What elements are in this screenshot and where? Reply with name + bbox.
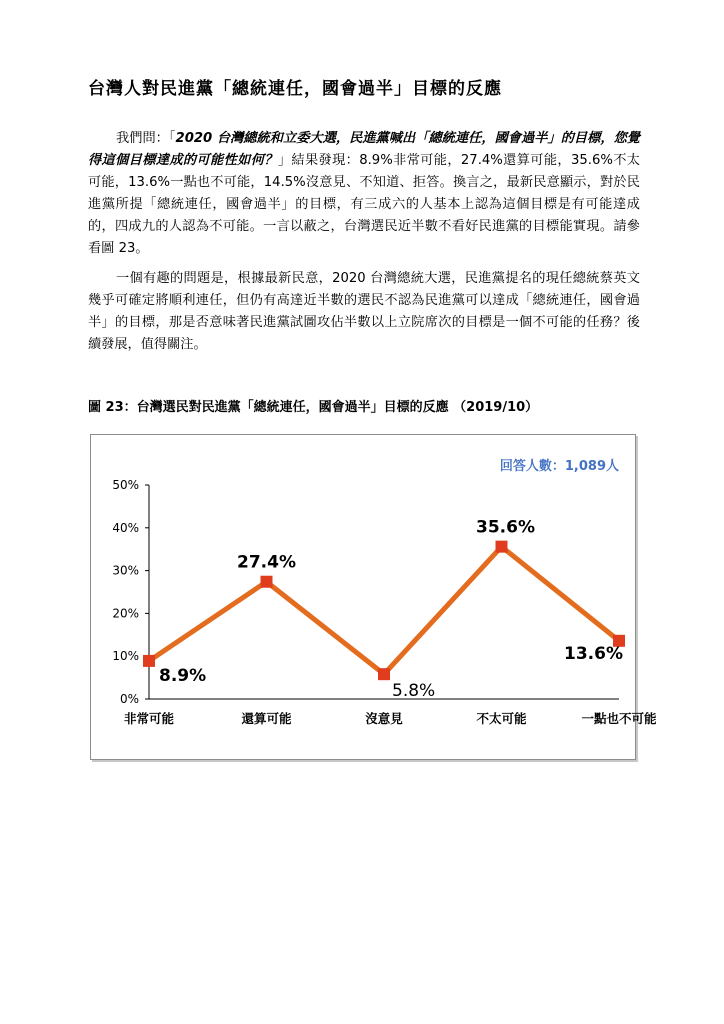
chart-container	[90, 434, 657, 760]
data-label: 27.4%	[237, 552, 296, 573]
y-tick-label: 30%	[112, 563, 139, 578]
line-chart	[91, 435, 657, 759]
x-tick-label: 還算可能	[241, 711, 292, 726]
y-tick-label: 50%	[112, 478, 139, 492]
data-point	[261, 576, 273, 588]
respondent-count: 回答人數：1,089人	[499, 459, 619, 474]
x-tick-label: 沒意見	[365, 711, 403, 726]
x-tick-label: 不太可能	[476, 711, 527, 726]
data-label: 35.6%	[476, 517, 535, 538]
paragraph-1-lead: 我們問：「	[116, 131, 176, 146]
data-label: 13.6%	[564, 643, 623, 664]
x-tick-label: 非常可能	[123, 711, 175, 726]
y-tick-label: 40%	[112, 520, 139, 535]
figure-caption: 圖 23：台灣選民對民進黨「總統連任，國會過半」目標的反應 （2019/10）	[88, 400, 539, 415]
data-point	[496, 541, 508, 553]
page-title: 台灣人對民進黨「總統連任，國會過半」目標的反應	[88, 79, 502, 99]
y-tick-label: 20%	[112, 606, 139, 621]
paragraph-2: 一個有趣的問題是，根據最新民意，2020 台灣總統大選，民進黨提名的現任總統蔡英文幾乎可確定將順利連任，但仍有高達近半數的選民不認為民進黨可以達成「總統連任，國會過半」的目標，那是否意味著民進黨試圖攻佔半數以上立院席次的目標是一個不可能的任務？後續發展，值得關注。	[88, 271, 640, 352]
series-line	[149, 547, 619, 675]
data-point	[143, 655, 155, 667]
data-label: 5.8%	[392, 681, 436, 702]
paragraph-1-body: 」結果發現：8.9%非常可能，27.4%還算可能，35.6%不太可能，13.6%一點也不可能，14.5%沒意見、不知道、拒答。換言之，最新民意顯示，對於民進黨所提「總統連任，國會過半」的目標，有三成六的人基本上認為這個目標是有可能達成的，四成九的人認為不可能。一言以蔽之，台灣選民近半數不看好民進黨的目標能實現。請參看圖 23。	[88, 153, 640, 256]
survey-question: 2020 台灣總統和立委大選，民進黨喊出「總統連任，國會過半」的目標，您覺得這個目標達成的可能性如何？	[88, 131, 640, 168]
data-point	[378, 668, 390, 680]
x-tick-label: 一點也不可能	[581, 711, 657, 726]
y-tick-label: 10%	[112, 649, 139, 664]
paragraph-1	[88, 128, 640, 260]
data-label: 8.9%	[159, 665, 207, 686]
y-tick-label: 0%	[119, 692, 139, 706]
